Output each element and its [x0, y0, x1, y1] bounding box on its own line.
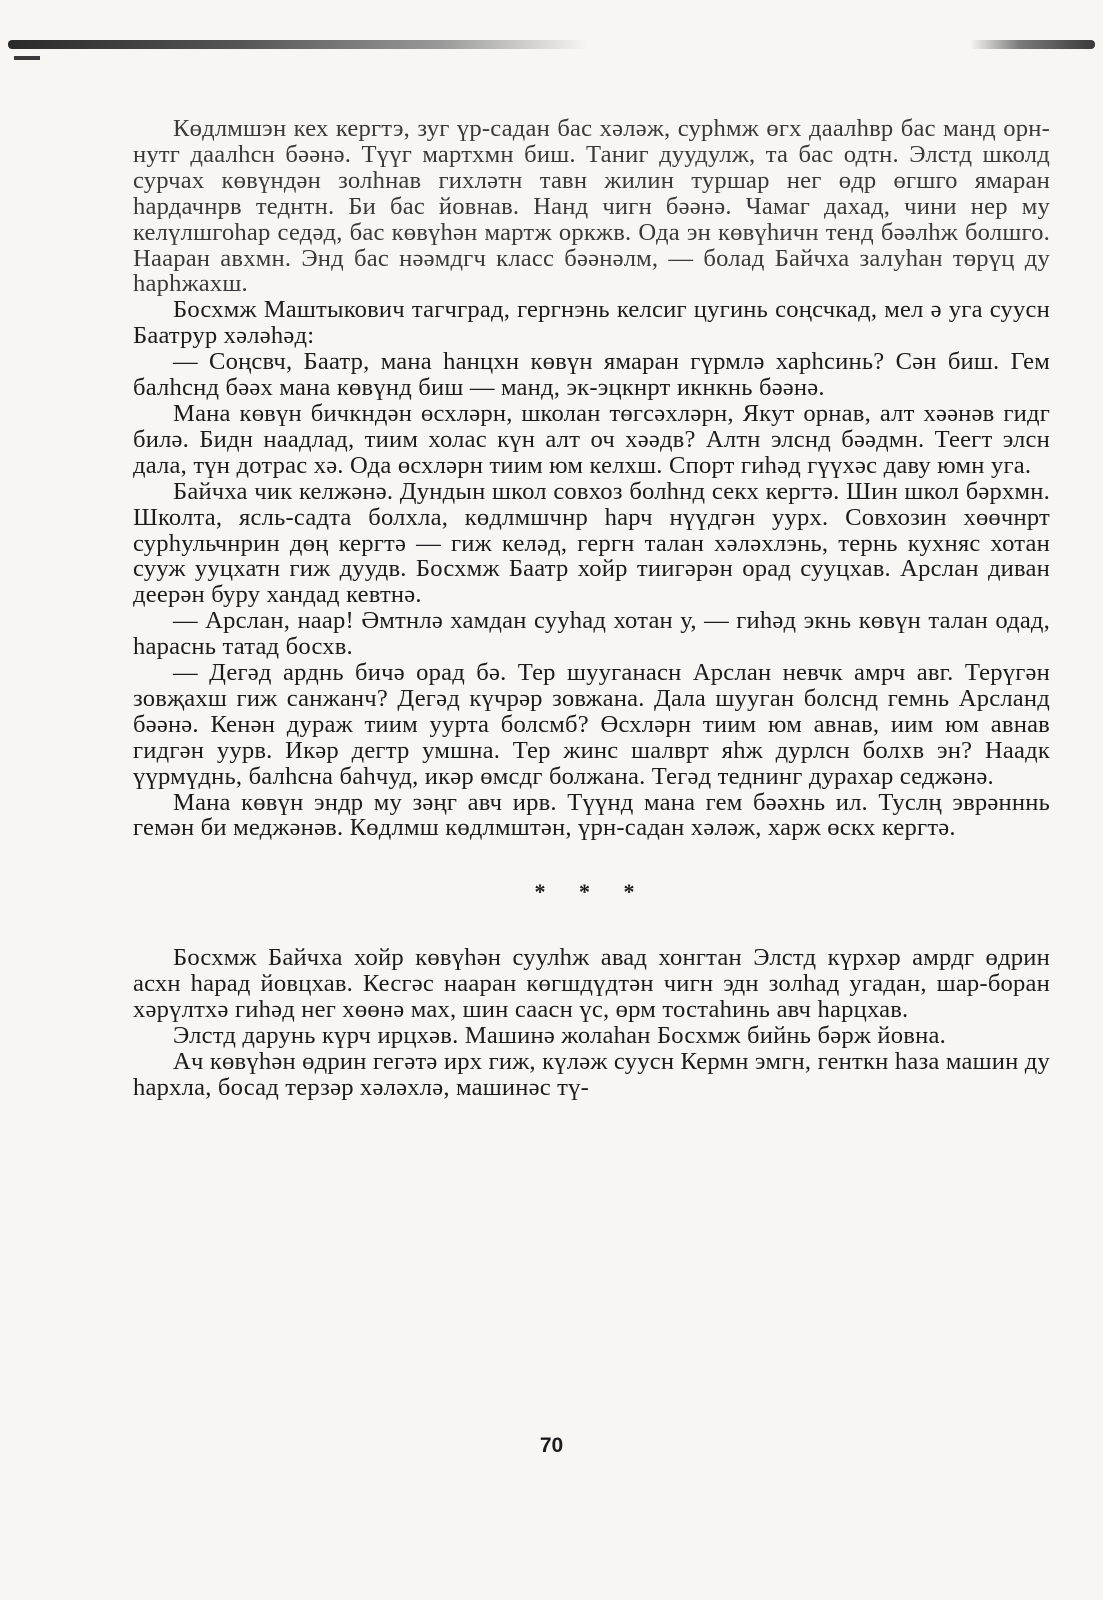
paragraph: Байчха чик келжәнә. Дундын школ совхоз болһнд секх кергтә. Шин школ бәрхмн. Школта, ясль-садта болхла, көдлмшчнр һарч нүүдгән уурх. Совхозин хөөчнрт сурһульчнрин дөң кергтә — гиж келәд, гергн талан хәләхлэнь, тернь кухняс хотан сууж ууцхатн гиж дуудв. Босхмж Баатр хойр тиигәрән орад сууцхав. Арслан диван деерән буру хандад кевтнә.: [133, 477, 1050, 609]
section-separator: * * *: [534, 879, 649, 905]
paragraph: Көдлмшэн кех кергтэ, зуг үр-садан бас хәләж, сурһмж өгх даалһвр бас манд орн-нутг даалһсн бәәнә. Түүг мартхмн биш. Таниг дуудулж, та бас одтн. Элстд школд сурчах көвүндән золһнав гихләтн тавн жилин туршар нег өдр өгшго ямаран һардачнрв теднтн. Би бас йовнав. Нанд чигн бәәнә. Чамаг дахад, чини нер му келүлшгоһар седәд, бас көвүһән мартж оркжв. Ода эн көвүһичн тенд бәәлһж болшго. Нааран авхмн. Энд бас нәәмдгч класс бәәнәлм, — болад Байчха залуһан төрүц ду һарһжахш.: [133, 115, 1050, 298]
paragraph: Мана көвүн эндр му зәңг авч ирв. Түүнд мана гем бәәхнь ил. Туслң эврәнннь гемән би меджәнәв. Көдлмш көдлмштән, үрн-садан хәләж, харж өскх кергтә.: [133, 788, 1050, 842]
scan-mark: [14, 56, 40, 60]
paragraph: Босхмж Байчха хойр көвүһән суулһж авад хонгтан Элстд күрхәр амрдг өдрин асхн һарад йовцхав. Кесгәс нааран көгшдүдтән чигн эдн золһад угадан, шар-боран хәрүлтхә гиһәд нег хөөнә мах, шин саасн үс, өрм тостаһинь авч һарцхав.: [133, 944, 1050, 1024]
paragraph: Босхмж Маштыкович тагчград, гергнэнь келсиг цугинь соңсчкад, мел ә уга суусн Баатрур хәләһәд:: [133, 296, 1050, 350]
page-number: 70: [539, 1434, 564, 1457]
paragraph: Ач көвүһән өдрин гегәтә ирх гиж, күләж суусн Кермн эмгн, генткн һаза машин ду һархла, босад терзәр хәләхлә, машинәс тү-: [133, 1048, 1050, 1101]
scan-edge-shadow-right: [970, 40, 1095, 49]
paragraph: Элстд дарунь күрч ирцхәв. Машинә жолаһан Босхмж бийнь бәрж йовна.: [173, 1022, 946, 1050]
paragraph: — Арслан, наар! Әмтнлә хамдан сууһад хотан у, — гиһәд экнь көвүн талан одад, һараснь татад босхв.: [133, 607, 1050, 661]
paragraph: — Соңсвч, Баатр, мана һанцхн көвүн ямаран гүрмлә харһсинь? Сән биш. Гем балһснд бәәх мана көвүнд биш — манд, эк-эцкнрт икнкнь бәәнә.: [133, 348, 1050, 402]
paragraph: Мана көвүн бичкндән өсхләрн, школан төгсәхләрн, Якут орнав, алт хәәнәв гидг билә. Бидн наадлад, тиим холас күн алт оч хәәдв? Алтн элснд бәәдмн. Теегт элсн дала, түн дотрас хә. Ода өсхләрн тиим юм келхш. Спорт гиһәд гүүхәс даву юмн уга.: [133, 399, 1050, 479]
paragraph: — Дегәд арднь бичә орад бә. Тер шууганасн Арслан невчк амрч авг. Терүгән зовҗахш гиж санжанч? Дегәд күчрәр зовжана. Дала шууган болснд гемнь Арсланд бәәнә. Кенән дураж тиим уурта болсмб? Өсхләрн тиим юм авнав, иим юм авнав гидгән уурв. Икәр дегтр умшна. Тер жинс шалврт яһж дурлсн болхв эн? Наадк үүрмүднь, балһсна баһчуд, икәр өмсдг болжана. Тегәд теднинг дурахар седжәнә.: [133, 659, 1050, 790]
page-body: [133, 116, 1050, 1101]
scan-edge-shadow-left: [8, 40, 588, 49]
